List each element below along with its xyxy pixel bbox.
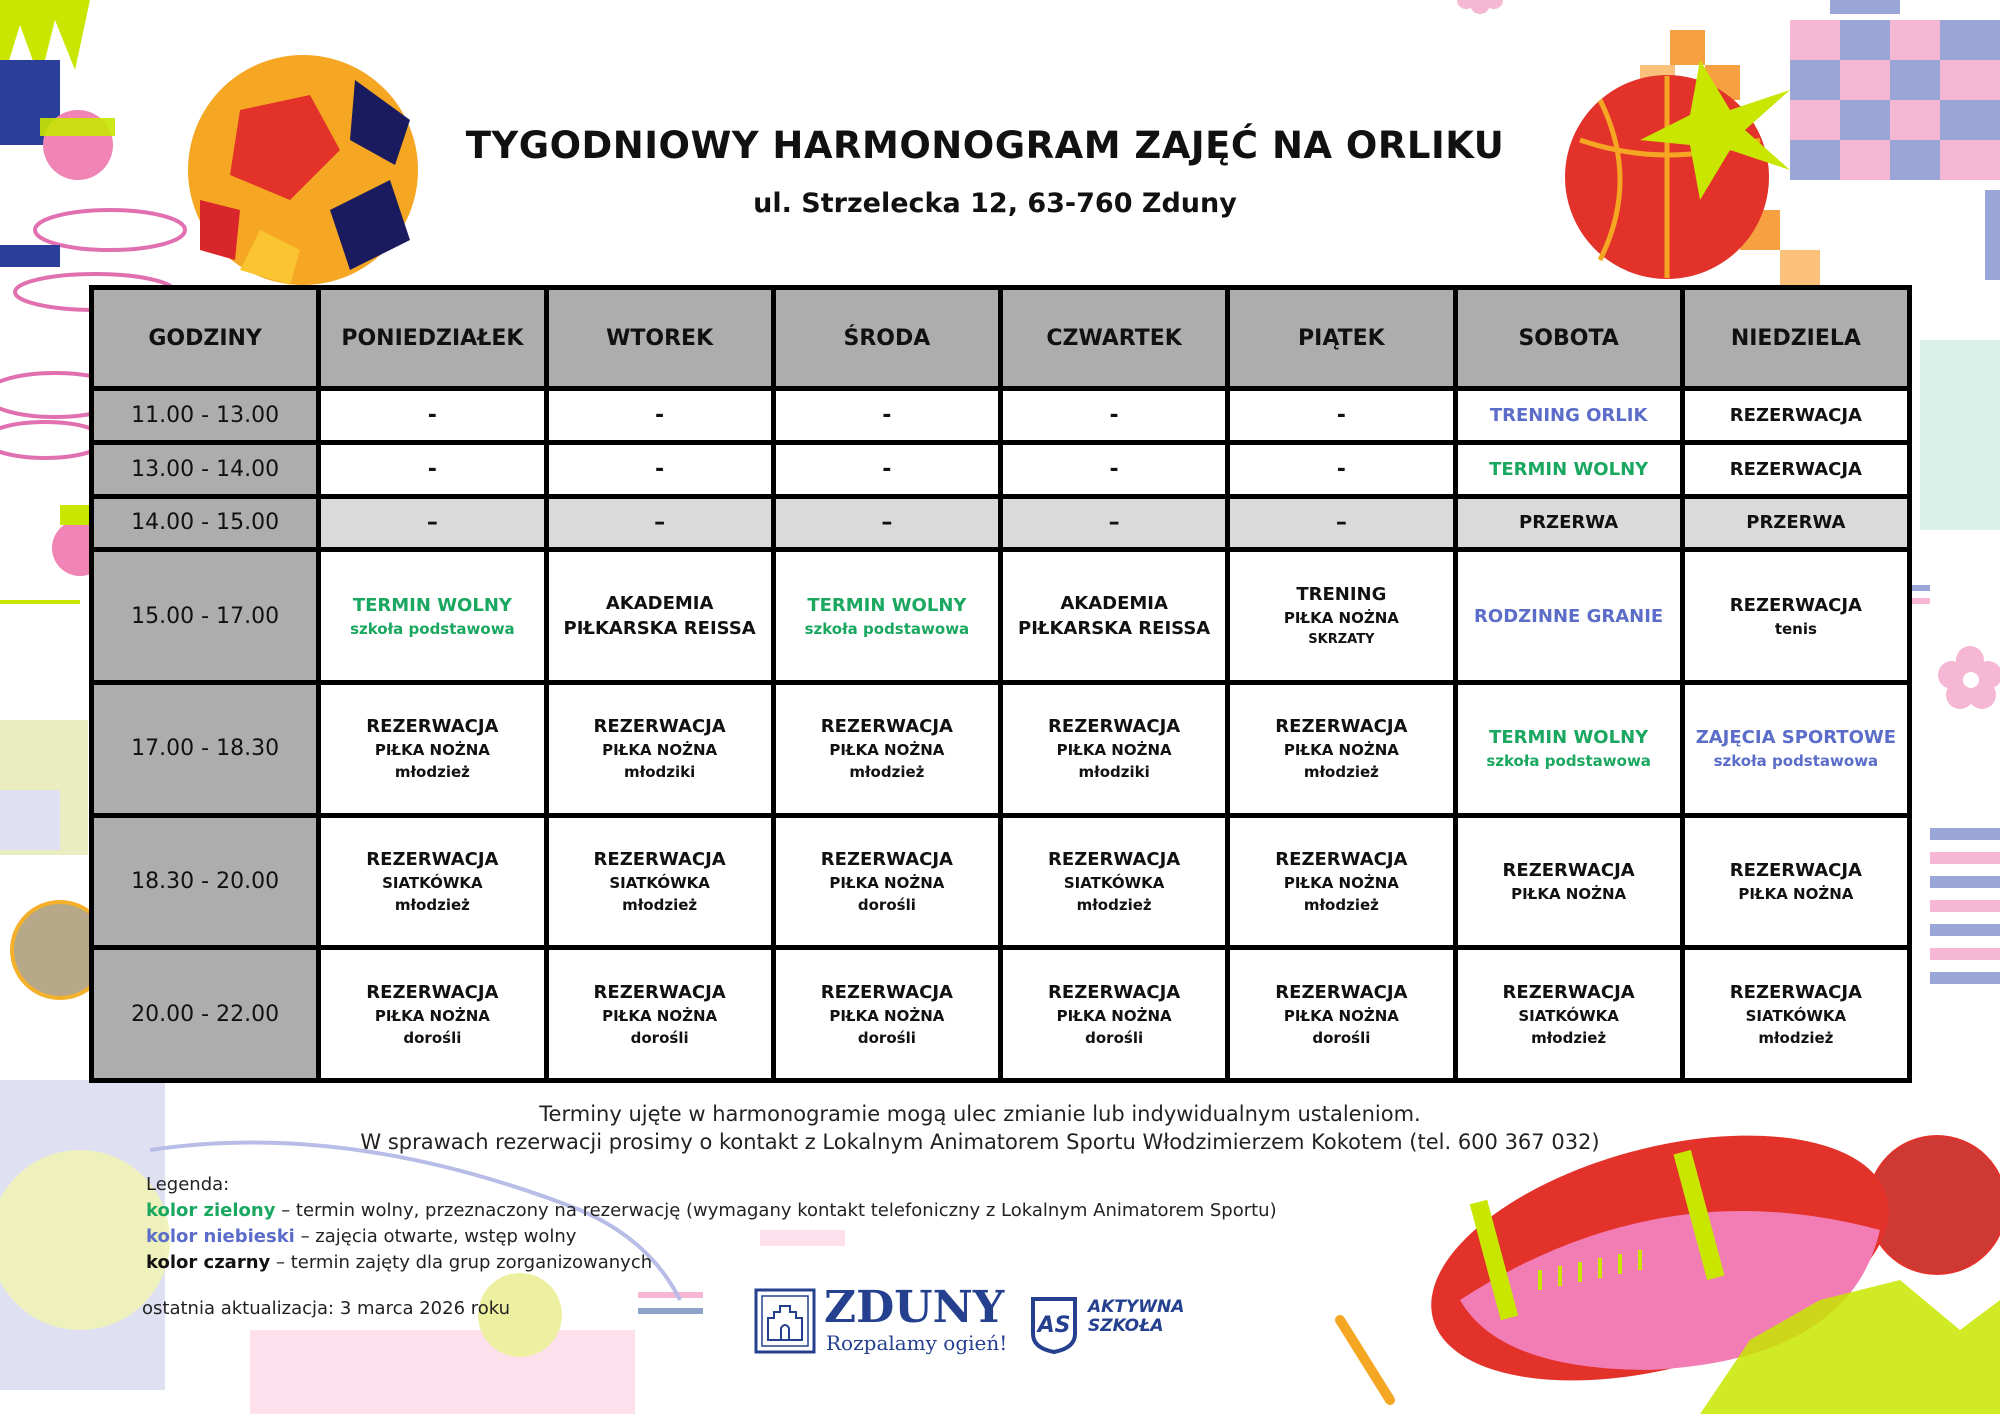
empty-slot-dash: –: [654, 510, 666, 536]
activity-detail: dorośli: [630, 1028, 689, 1047]
zduny-logo: [754, 1282, 1008, 1358]
schedule-cell: [1228, 496, 1455, 550]
activity-label: REZERWACJA: [1275, 981, 1408, 1003]
activity-detail: PIŁKA NOŻNA: [1283, 608, 1399, 627]
activity-detail: młodzież: [394, 895, 470, 914]
activity-label: REZERWACJA: [1729, 981, 1862, 1003]
schedule-cell: [1001, 389, 1228, 443]
schedule-cell: [1455, 389, 1682, 443]
table-row: [92, 948, 1910, 1081]
schedule-table: [89, 285, 1912, 1083]
column-header-day: PIĄTEK: [1228, 288, 1455, 389]
time-slot-label: 13.00 - 14.00: [92, 442, 319, 496]
schedule-cell: [1228, 389, 1455, 443]
table-row: [92, 442, 1910, 496]
empty-slot-dash: -: [1109, 456, 1119, 482]
schedule-cell: [319, 442, 546, 496]
schedule-cell: [546, 496, 773, 550]
time-slot-label: 18.30 - 20.00: [92, 815, 319, 948]
activity-label: TRENING ORLIK: [1489, 404, 1648, 426]
activity-label: REZERWACJA: [1729, 594, 1862, 616]
activity-detail: szkoła podstawowa: [804, 619, 970, 638]
schedule-cell: [1682, 683, 1909, 816]
legend-key-green: kolor zielony: [146, 1200, 276, 1221]
activity-detail: PIŁKARSKA REISSA: [1018, 618, 1211, 640]
page-subtitle: ul. Strzelecka 12, 63-760 Zduny: [753, 188, 1237, 219]
empty-slot-dash: –: [1108, 510, 1120, 536]
schedule-cell: [546, 683, 773, 816]
column-header-day: CZWARTEK: [1001, 288, 1228, 389]
schedule-cell: [1455, 815, 1682, 948]
schedule-cell: [1228, 550, 1455, 683]
activity-label: TERMIN WOLNY: [352, 594, 512, 616]
empty-slot-dash: -: [427, 402, 437, 428]
schedule-cell: [319, 550, 546, 683]
aktywna-szkola-text: [1088, 1298, 1184, 1336]
legend: [146, 1172, 1277, 1276]
schedule-cell: [319, 815, 546, 948]
activity-detail: młodzież: [622, 895, 698, 914]
activity-label: REZERWACJA: [1729, 859, 1862, 881]
page-title: TYGODNIOWY HARMONOGRAM ZAJĘĆ NA ORLIKU: [465, 124, 1505, 167]
empty-slot-dash: -: [427, 456, 437, 482]
soccer-ball-icon: [188, 55, 418, 285]
activity-label: PRZERWA: [1519, 512, 1619, 534]
activity-label: TRENING: [1296, 583, 1387, 605]
last-updated: ostatnia aktualizacja: 3 marca 2026 roku: [142, 1298, 511, 1319]
activity-detail: tenis: [1774, 619, 1817, 638]
column-header-day: PONIEDZIAŁEK: [319, 288, 546, 389]
empty-slot-dash: -: [882, 456, 892, 482]
activity-label: REZERWACJA: [1048, 716, 1181, 738]
flower-icon: [1457, 0, 1503, 14]
schedule-cell: [546, 550, 773, 683]
schedule-cell: [1001, 948, 1228, 1081]
note-line-2: W sprawach rezerwacji prosimy o kontakt z Lokalnym Animatorem Sportu Włodzimierzem Kokotem (tel. 600 367 032): [360, 1130, 1600, 1154]
activity-label: RODZINNE GRANIE: [1474, 605, 1664, 627]
legend-key-black: kolor czarny: [146, 1252, 271, 1273]
activity-label: REZERWACJA: [593, 981, 726, 1003]
schedule-cell: [773, 442, 1000, 496]
empty-slot-dash: -: [1336, 456, 1346, 482]
activity-detail: dorośli: [1312, 1028, 1371, 1047]
activity-label: AKADEMIA: [1060, 593, 1168, 615]
shield-icon: [1030, 1296, 1078, 1354]
activity-label: REZERWACJA: [1729, 458, 1862, 480]
activity-detail: SKRZATY: [1308, 631, 1375, 647]
activity-detail: dorośli: [1085, 1028, 1144, 1047]
legend-title: Legenda:: [146, 1174, 230, 1195]
activity-detail: SIATKÓWKA: [1063, 873, 1165, 892]
schedule-cell: [773, 683, 1000, 816]
activity-detail: SIATKÓWKA: [382, 873, 483, 892]
column-header-day: WTOREK: [546, 288, 773, 389]
activity-label: TERMIN WOLNY: [1489, 458, 1649, 480]
column-header-day: ŚRODA: [773, 288, 1000, 389]
schedule-cell: [1455, 948, 1682, 1081]
activity-detail: młodzież: [1303, 763, 1379, 782]
schedule-cell: [1455, 550, 1682, 683]
activity-label: REZERWACJA: [1729, 404, 1862, 426]
activity-label: REZERWACJA: [1275, 848, 1408, 870]
activity-detail: PIŁKA NOŻNA: [829, 741, 945, 760]
activity-detail: młodzież: [394, 763, 470, 782]
empty-slot-dash: –: [426, 510, 438, 536]
activity-detail: dorośli: [857, 895, 916, 914]
as-mark: AS: [1037, 1313, 1071, 1338]
schedule-cell: [1228, 442, 1455, 496]
activity-label: REZERWACJA: [1048, 981, 1181, 1003]
table-row: [92, 550, 1910, 683]
time-slot-label: 20.00 - 22.00: [92, 948, 319, 1081]
activity-label: AKADEMIA: [605, 593, 714, 615]
activity-label: REZERWACJA: [593, 716, 726, 738]
activity-detail: dorośli: [857, 1028, 916, 1047]
schedule-cell: [319, 948, 546, 1081]
castle-crest-icon: [754, 1288, 816, 1354]
activity-label: REZERWACJA: [366, 981, 499, 1003]
activity-label: REZERWACJA: [366, 716, 499, 738]
activity-label: REZERWACJA: [1502, 859, 1635, 881]
activity-detail: PIŁKA NOŻNA: [1738, 884, 1854, 903]
activity-detail: PIŁKA NOŻNA: [602, 1006, 718, 1025]
activity-label: REZERWACJA: [366, 848, 499, 870]
table-row: [92, 389, 1910, 443]
time-slot-label: 15.00 - 17.00: [92, 550, 319, 683]
header-row: [92, 288, 1910, 389]
as-line-1: AKTYWNA: [1088, 1297, 1185, 1317]
activity-label: REZERWACJA: [1502, 981, 1635, 1003]
activity-detail: PIŁKA NOŻNA: [602, 741, 718, 760]
empty-slot-dash: -: [655, 456, 665, 482]
schedule-cell: [1455, 683, 1682, 816]
activity-detail: PIŁKARSKA REISSA: [563, 618, 756, 640]
column-header-hours: GODZINY: [92, 288, 319, 389]
activity-detail: młodziki: [624, 763, 696, 782]
activity-label: REZERWACJA: [593, 848, 726, 870]
flower-icon: [1938, 646, 2000, 709]
schedule-cell: [1001, 683, 1228, 816]
schedule-cell: [1228, 683, 1455, 816]
empty-slot-dash: -: [655, 402, 665, 428]
as-line-2: SZKOŁA: [1088, 1316, 1164, 1336]
schedule-cell: [546, 442, 773, 496]
activity-label: TERMIN WOLNY: [807, 594, 967, 616]
empty-slot-dash: -: [1336, 402, 1346, 428]
activity-detail: PIŁKA NOŻNA: [1056, 1006, 1172, 1025]
legend-desc: – termin wolny, przeznaczony na rezerwację (wymagany kontakt telefoniczny z Lokalnym Animatorem Sportu): [275, 1200, 1277, 1221]
schedule-cell: [1682, 815, 1909, 948]
schedule-cell: [319, 683, 546, 816]
schedule-cell: [1682, 389, 1909, 443]
zduny-tagline: Rozpalamy ogień!: [826, 1331, 1008, 1355]
schedule-cell: [1001, 496, 1228, 550]
activity-label: REZERWACJA: [1275, 716, 1408, 738]
time-slot-label: 17.00 - 18.30: [92, 683, 319, 816]
activity-label: REZERWACJA: [1048, 848, 1181, 870]
schedule-cell: [1228, 815, 1455, 948]
legend-item: [146, 1198, 1277, 1224]
empty-slot-dash: –: [881, 510, 893, 536]
activity-detail: młodzież: [849, 763, 925, 782]
activity-detail: szkoła podstawowa: [1486, 752, 1651, 771]
activity-detail: PIŁKA NOŻNA: [1056, 741, 1172, 760]
schedule-cell: [773, 948, 1000, 1081]
schedule-cell: [1228, 948, 1455, 1081]
schedule-cell: [1682, 496, 1909, 550]
schedule-cell: [773, 389, 1000, 443]
schedule-cell: [319, 496, 546, 550]
schedule-cell: [1001, 442, 1228, 496]
schedule-cell: [1001, 815, 1228, 948]
activity-detail: szkoła podstawowa: [1713, 752, 1879, 771]
schedule-cell: [773, 496, 1000, 550]
zduny-wordmark: ZDUNY: [824, 1282, 1005, 1333]
schedule-cell: [546, 948, 773, 1081]
activity-detail: młodzież: [1531, 1028, 1607, 1047]
activity-detail: młodzież: [1758, 1028, 1834, 1047]
activity-detail: PIŁKA NOŻNA: [1283, 741, 1399, 760]
legend-item: [146, 1224, 1277, 1250]
activity-detail: PIŁKA NOŻNA: [829, 1006, 945, 1025]
empty-slot-dash: -: [1109, 402, 1119, 428]
activity-detail: SIATKÓWKA: [1518, 1006, 1619, 1025]
legend-desc: – zajęcia otwarte, wstęp wolny: [294, 1226, 577, 1247]
activity-detail: młodzież: [1076, 895, 1152, 914]
activity-detail: PIŁKA NOŻNA: [374, 741, 490, 760]
column-header-day: SOBOTA: [1455, 288, 1682, 389]
aktywna-szkola-logo: [1030, 1296, 1185, 1358]
activity-label: ZAJĘCIA SPORTOWE: [1695, 727, 1897, 749]
activity-detail: PIŁKA NOŻNA: [374, 1006, 490, 1025]
activity-label: TERMIN WOLNY: [1489, 727, 1649, 749]
activity-detail: PIŁKA NOŻNA: [829, 873, 945, 892]
legend-desc: – termin zajęty dla grup zorganizowanych: [270, 1252, 653, 1273]
activity-detail: SIATKÓWKA: [609, 873, 710, 892]
activity-detail: SIATKÓWKA: [1745, 1006, 1847, 1025]
schedule-cell: [1001, 550, 1228, 683]
activity-detail: szkoła podstawowa: [350, 619, 515, 638]
activity-label: REZERWACJA: [820, 716, 953, 738]
activity-detail: młodziki: [1078, 763, 1150, 782]
empty-slot-dash: -: [882, 402, 892, 428]
schedule-cell: [773, 550, 1000, 683]
table-row: [92, 683, 1910, 816]
schedule-cell: [1682, 550, 1909, 683]
schedule-cell: [1455, 496, 1682, 550]
activity-label: REZERWACJA: [820, 848, 953, 870]
schedule-cell: [546, 389, 773, 443]
schedule-cell: [319, 389, 546, 443]
activity-label: PRZERWA: [1746, 512, 1846, 534]
activity-detail: PIŁKA NOŻNA: [1283, 1006, 1399, 1025]
legend-item: [146, 1250, 1277, 1276]
schedule-cell: [1455, 442, 1682, 496]
activity-label: REZERWACJA: [820, 981, 953, 1003]
schedule-cell: [1682, 948, 1909, 1081]
empty-slot-dash: –: [1335, 510, 1347, 536]
legend-key-blue: kolor niebieski: [146, 1226, 295, 1247]
time-slot-label: 11.00 - 13.00: [92, 389, 319, 443]
schedule-cell: [546, 815, 773, 948]
activity-detail: młodzież: [1303, 895, 1379, 914]
note-line-1: Terminy ujęte w harmonogramie mogą ulec zmianie lub indywidualnym ustaleniom.: [539, 1102, 1421, 1126]
activity-detail: dorośli: [403, 1028, 462, 1047]
column-header-day: NIEDZIELA: [1682, 288, 1909, 389]
schedule-cell: [1682, 442, 1909, 496]
schedule-cell: [773, 815, 1000, 948]
table-row: [92, 815, 1910, 948]
activity-detail: PIŁKA NOŻNA: [1511, 884, 1627, 903]
activity-detail: PIŁKA NOŻNA: [1283, 873, 1399, 892]
table-row: [92, 496, 1910, 550]
time-slot-label: 14.00 - 15.00: [92, 496, 319, 550]
